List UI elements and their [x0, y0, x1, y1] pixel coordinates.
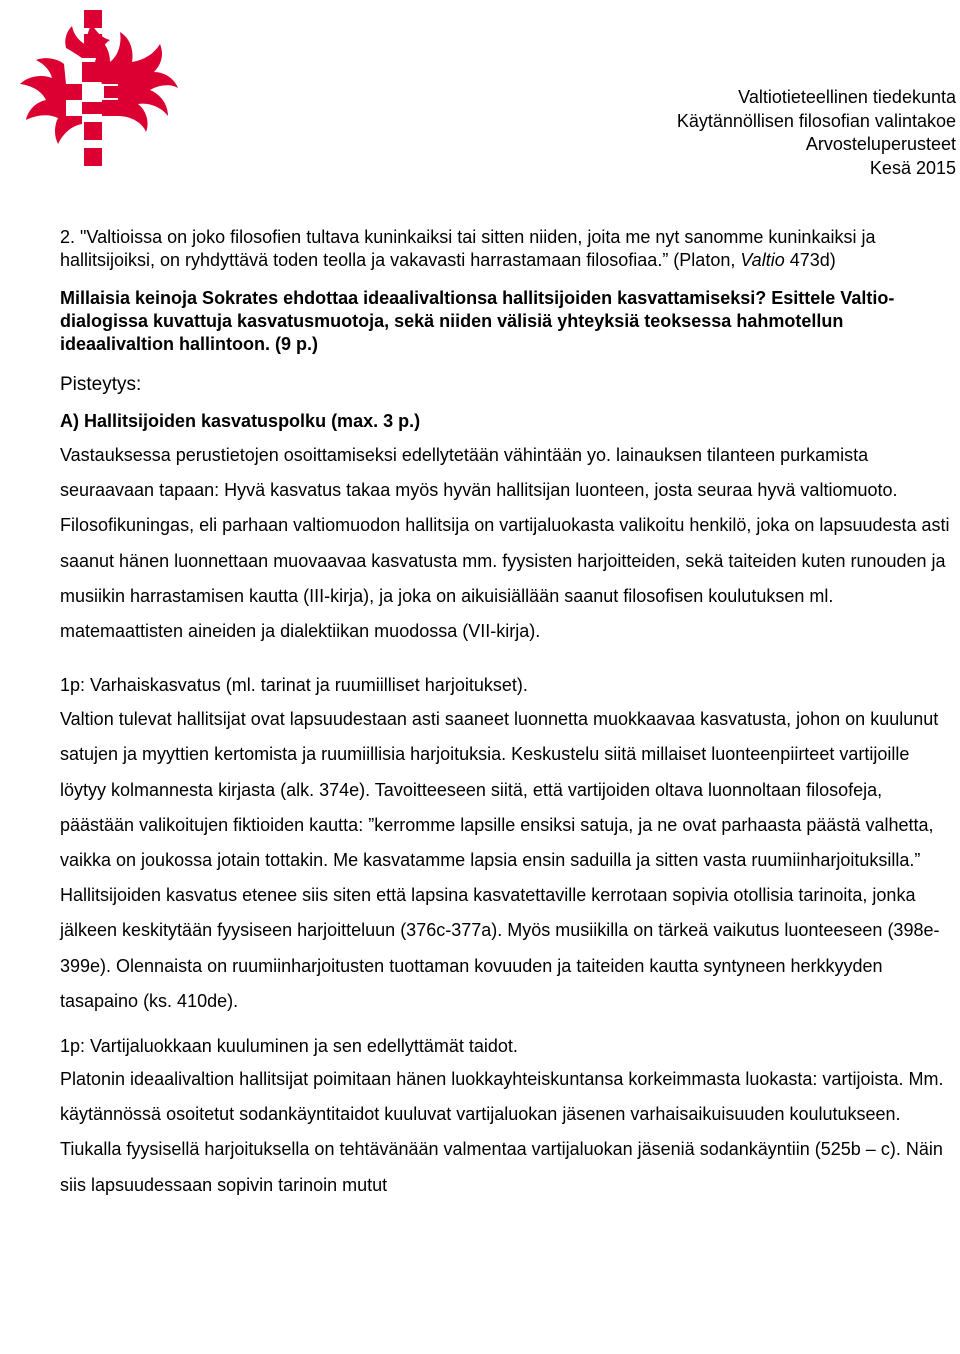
task-description: Millaisia keinoja Sokrates ehdottaa ideaalivaltionsa hallitsijoiden kasvattamiseksi? Esittele Valtio-dialogissa kuvattuja kasvatusmuotoja, sekä niiden välisiä yhteyksiä teoksessa hahmotellun ideaalivaltion hallintoon. (9 p.)	[60, 288, 895, 354]
point-2-paragraph: Platonin ideaalivaltion hallitsijat poimitaan hänen luokkayhteiskuntansa korkeimmasta luokasta: vartijoista. Mm. käytännössä osoitetut sodankäyntitaidot kuuluvat vartijaluokan jäsenen varhaisaikuisuuden koulutukseen. Tiukalla fyysisellä harjoituksella on tehtävänään valmentaa vartijaluokan jäseniä sodankäyntiin (525b – c). Näin siis lapsuudessaan sopivin tarinoin mutut	[60, 1069, 944, 1195]
section-a-title: A) Hallitsijoiden kasvatuspolku (max. 3 p.)	[60, 411, 421, 431]
section-a-paragraph: Vastauksessa perustietojen osoittamiseksi edellytetään vähintään yo. lainauksen tilanteen purkamista seuraavaan tapaan: Hyvä kasvatus takaa myös hyvän hallitsijan luonteen, josta seuraa hyvä valtiomuoto. Filosofikuningas, eli parhaan valtiomuodon hallitsija on vartijaluokasta valikoitu henkilö, joka on lapsuudesta asti saanut hänen luonnettaan muovaavaa kasvatusta mm. fyysisten harjoitteiden, sekä taiteiden kuten runouden ja musiikin harrastamisen kautta (III-kirja), ja joka on aikuisiällään saanut filosofisen koulutuksen ml. matemaattisten aineiden ja dialektiikan muodossa (VII-kirja).	[60, 445, 950, 642]
document-body	[60, 226, 955, 1203]
point-1-paragraph: Valtion tulevat hallitsijat ovat lapsuudestaan asti saaneet luonnetta muokkaavaa kasvatusta, johon on kuulunut satujen ja myyttien kertomista ja ruumiillisia harjoituksia. Keskustelu siitä millaiset luonteenpiirteet vartijoille löytyy kolmannesta kirjasta (alk. 374e). Tavoitteeseen siitä, että vartijoiden oltava luonnoltaan filosofeja, päästään valikoitujen fiktioiden kautta: ”kerromme lapsille ensiksi satuja, ja ne ovat parhaasta päästä valhetta, vaikka on joukossa jotain tottakin. Me kasvatamme lapsia ensin saduilla ja sitten vasta ruumiinharjoituksilla.” Hallitsijoiden kasvatus etenee siis siten että lapsina kasvatettaville kerrotaan sopivia otollisia tarinoita, jonka jälkeen keskitytään fyysiseen harjoitteluun (376c-377a). Myös musiikilla on tärkeä vaikutus luonteeseen (398e-399e). Olennaista on ruumiinharjoitusten tuottaman kovuuden ja taiteiden kautta syntyneen herkkyyden tasapaino (ks. 410de).	[60, 709, 940, 1011]
faculty-name: Valtiotieteellinen tiedekunta	[738, 87, 956, 107]
exam-name: Käytännöllisen filosofian valintakoe	[676, 110, 956, 131]
point-2-title: 1p: Vartijaluokkaan kuuluminen ja sen edellyttämät taidot.	[60, 1036, 518, 1057]
source-title: Valtio	[740, 250, 785, 270]
document-type: Arvosteluperusteet	[805, 134, 956, 155]
exam-date: Kesä 2015	[869, 158, 956, 179]
document-header	[356, 86, 956, 181]
point-1-title: 1p: Varhaiskasvatus (ml. tarinat ja ruumiilliset harjoitukset).	[60, 675, 528, 696]
question-quote: 2. "Valtioissa on joko filosofien tultava kuninkaiksi tai sitten niiden, joita me nyt sanomme kuninkaiksi ja hallitsijoiksi, on ryhdyttävä toden teolla ja vakavasti harrastamaan filosofiaa.” (Platon, Valtio 473d)	[60, 227, 876, 270]
university-flame-logo	[6, 4, 178, 166]
scoring-label: Pisteytys:	[60, 374, 142, 395]
